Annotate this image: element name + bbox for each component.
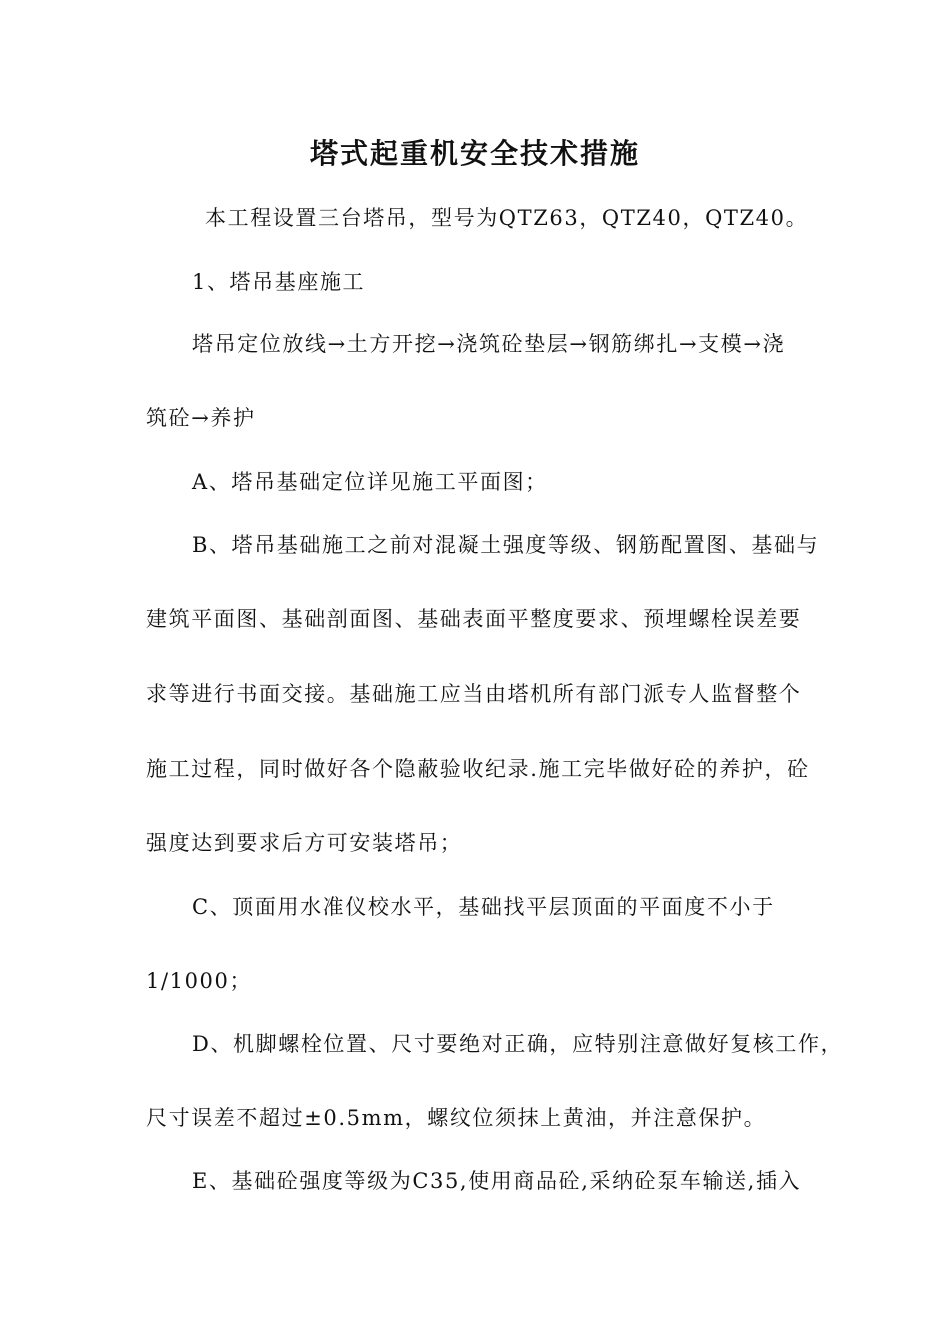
paragraph-line: E、基础砼强度等级为C35,使用商品砼,采纳砼泵车输送,插入 — [192, 1169, 802, 1193]
paragraph-line: 强度达到要求后方可安装塔吊； — [146, 831, 463, 855]
paragraph-line: 本工程设置三台塔吊，型号为QTZ63，QTZ40，QTZ40。 — [205, 206, 809, 230]
paragraph-line: C、顶面用水准仪校水平，基础找平层顶面的平面度不小于 — [192, 895, 775, 919]
paragraph-line: 尺寸误差不超过±0.5mm，螺纹位须抹上黄油，并注意保护。 — [146, 1106, 767, 1130]
paragraph-line: 施工过程，同时做好各个隐蔽验收纪录.施工完毕做好砼的养护，砼 — [146, 757, 810, 781]
paragraph-line: 求等进行书面交接。基础施工应当由塔机所有部门派专人监督整个 — [146, 682, 802, 706]
paragraph-line: B、塔吊基础施工之前对混凝土强度等级、钢筋配置图、基础与 — [192, 533, 820, 557]
document-title: 塔式起重机安全技术措施 — [309, 137, 640, 170]
paragraph-line: 塔吊定位放线→土方开挖→浇筑砼垫层→钢筋绑扎→支模→浇 — [192, 332, 786, 356]
paragraph-line: D、机脚螺栓位置、尺寸要绝对正确，应特别注意做好复核工作， — [192, 1032, 844, 1056]
paragraph-line: 筑砼→养护 — [146, 406, 256, 430]
paragraph-line: A、塔吊基础定位详见施工平面图； — [192, 470, 548, 494]
section-heading: 1、塔吊基座施工 — [192, 270, 366, 294]
paragraph-line: 1/1000； — [146, 969, 253, 993]
paragraph-line: 建筑平面图、基础剖面图、基础表面平整度要求、预埋螺栓误差要 — [146, 607, 802, 631]
